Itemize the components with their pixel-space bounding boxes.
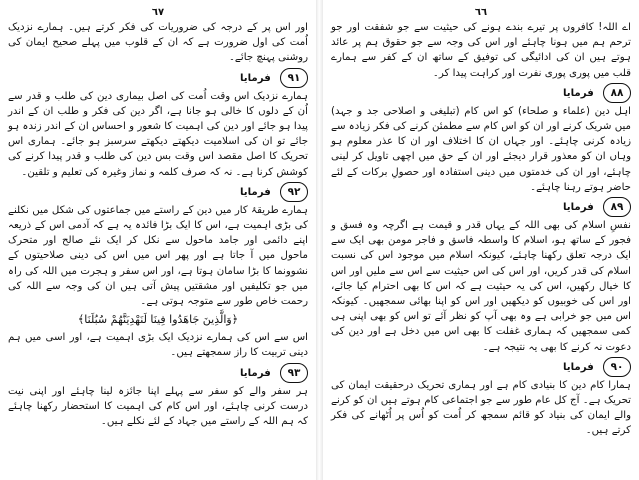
- item-93-text: ہر سفر والے کو سفر سے پہلے اپنا جائزہ لینا چاہئے اور اپنی نیت درست کرنی چاہئے، اور اس کام کی اہمیت کا استحضار رکھنا چاہئے کہ ہم اللہ کے راستے میں جہاد کے لئے نکلے ہیں۔: [8, 385, 308, 428]
- item-92-text: ہمارے طریقۂ کار میں دین کے راستے میں جماعتوں کی شکل میں نکلنے کی بڑی اہمیت ہے، اس کا ایک بڑا فائدہ یہ ہے کہ آدمی اس کے ذریعہ اپنے دائمی اور جامد ماحول سے نکل کر ایک نئے صالح اور متحرک ماحول میں آ جاتا ہے اور پھر اس میں اس کی دینی صلاحیتوں کے نشوونما کا بڑا سامان ہوتا ہے، اور اس سفر و ہجرت میں اللہ کی راہ میں جو تکلیفیں اور مشقتیں پیش آتی ہیں ان کی وجہ سے اللہ کی رحمت خاص طور سے متوجہ ہوتی ہے۔: [8, 204, 308, 308]
- item-number-circle: ٨٩: [603, 197, 631, 217]
- item-90-text: ہمارا کام دین کا بنیادی کام ہے اور ہماری تحریک درحقیقت ایمان کی تحریک ہے۔ آج کل عام طور سے جو اجتماعی کام ہوتے ہیں ان کو کرنے والے ایمان کی بنیاد کو قائم سمجھ کر اُمت کو اُس پر اُٹھانے کی فکر کرتے ہیں۔: [331, 379, 631, 437]
- item-label: فرمایا: [239, 72, 271, 84]
- item-label: فرمایا: [562, 361, 594, 373]
- item-label: فرمایا: [562, 87, 594, 99]
- item-number-circle: ٨٨: [603, 83, 631, 103]
- item-93-header: [8, 363, 308, 384]
- after-verse-paragraph: اس سے اس کی ہمارے نزدیک ایک بڑی اہمیت ہے، اور اسی میں ہم دینی تربیت کا راز سمجھتے ہیں۔: [8, 332, 308, 359]
- intro-paragraph: اے اللہ! کافروں پر تیرے بندے ہونے کی حیثیت سے جو شفقت اور جو ترحم ہم میں ہونا چاہئے اور اس کی وجہ سے جو حقوق ہم پر عائد ہوتے ہیں ان کی ادائیگی کی توفیق کے ساتھ ان کے کفر سے ہمارے قلب میں پوری پوری نفرت اور کراہت پیدا کر۔: [331, 22, 631, 79]
- left-page: [0, 0, 316, 480]
- item-88-text: اہل دین (علماء و صلحاء) کو اس کام (تبلیغی و اصلاحی جد و جہد) میں شریک کرنے اور ان کو اس کام سے مطمئن کرنے کی فکر زیادہ سے زیادہ کرنی چاہئے۔ اور جہاں ان کا اختلاف اور ان کا عذر معلوم ہو وہاں ان کو معذور قرار دیجئے اور ان کے حق میں اچھی تاویل کر لینی چاہئے، اور ان کی خدمتوں میں دینی استفادہ اور حصولِ برکات کے لئے حاضر ہوتے رہنا چاہئے۔: [331, 105, 631, 193]
- right-page: [323, 0, 639, 480]
- item-88-header: [331, 83, 631, 104]
- item-90-header: [331, 357, 631, 378]
- item-92-header: [8, 182, 308, 203]
- item-number-circle: ٩٣: [280, 363, 308, 383]
- item-number-circle: ٩٠: [603, 357, 631, 377]
- quran-verse: ﴿وَالَّذِينَ جَاهَدُوا فِينَا لَنَهْدِيَنَّهُمْ سُبُلَنَا﴾: [77, 313, 239, 327]
- item-89-header: [331, 197, 631, 218]
- item-label: فرمایا: [239, 186, 271, 198]
- page-number: ٦٧: [151, 7, 165, 18]
- item-89-text: نفسِ اسلام کی بھی اللہ کے یہاں قدر و قیمت ہے اگرچہ وہ فسق و فجور کے ساتھ ہو، اسلام کا واسطہ فاسق و فاجر مومن بھی ایک سے ایک درجہ تعلق رکھنا چاہئے، کیونکہ اسلام میں موجود اس کی نسبت اسلام کی قدر کریں، اور اس کی اس حیثیت سے اس سے ملیں اور اس کا خیال رکھیں، اس کی یہ حیثیت ہے کہ اس کا بھی احترام کیا جائے، اور اس کی خوبیوں کو دیکھیں اور اس کو اپنا بھائی سمجھیں۔ کیونکہ اس میں جو خرابی ہے وہ بھی آپ کو نظر آئے تو اس کو بھی اپنی ہی کمی سمجھیں کہ ہماری غفلت کا بھی اس میں دخل ہے اور دین کی دعوت نہ کرنے کا بھی یہ نتیجہ ہے۔: [331, 220, 631, 353]
- book-gutter: [316, 0, 323, 480]
- item-91-text: ہمارے نزدیک اس وقت اُمت کی اصل بیماری دین کی طلب و قدر سے اُن کے دلوں کا خالی ہو جانا ہے، اگر دین کی فکر و طلب ان کے اندر پیدا ہو جائے اور دین کی اہمیت کا شعور و احساس ان کے اندر زندہ ہو جائے تو ان کی اسلامیت دیکھتے دیکھتے سرسبز ہو جائے۔ ہماری اس تحریک کا اصل مقصد اس وقت بس دین کی طلب و قدر پیدا کرنے کی کوشش کرنا ہے۔ نہ کہ صرف کلمہ و نماز وغیرہ کی تعلیم و تلقین۔: [8, 90, 308, 178]
- item-label: فرمایا: [562, 202, 594, 214]
- item-number-circle: ٩٢: [280, 182, 308, 202]
- page-number: ٦٦: [474, 7, 488, 18]
- item-number-circle: ٩١: [280, 68, 308, 88]
- item-91-header: [8, 68, 308, 89]
- intro-paragraph: اور اس پر کے درجہ کی ضروریات کی فکر کرتے ہیں۔ ہمارے نزدیک اُمت کی اول ضرورت ہے کہ ان کے قلوب میں پہلے صحیح ایمان کی روشنی پہنچ جائے۔: [8, 22, 308, 64]
- item-label: فرمایا: [239, 367, 271, 379]
